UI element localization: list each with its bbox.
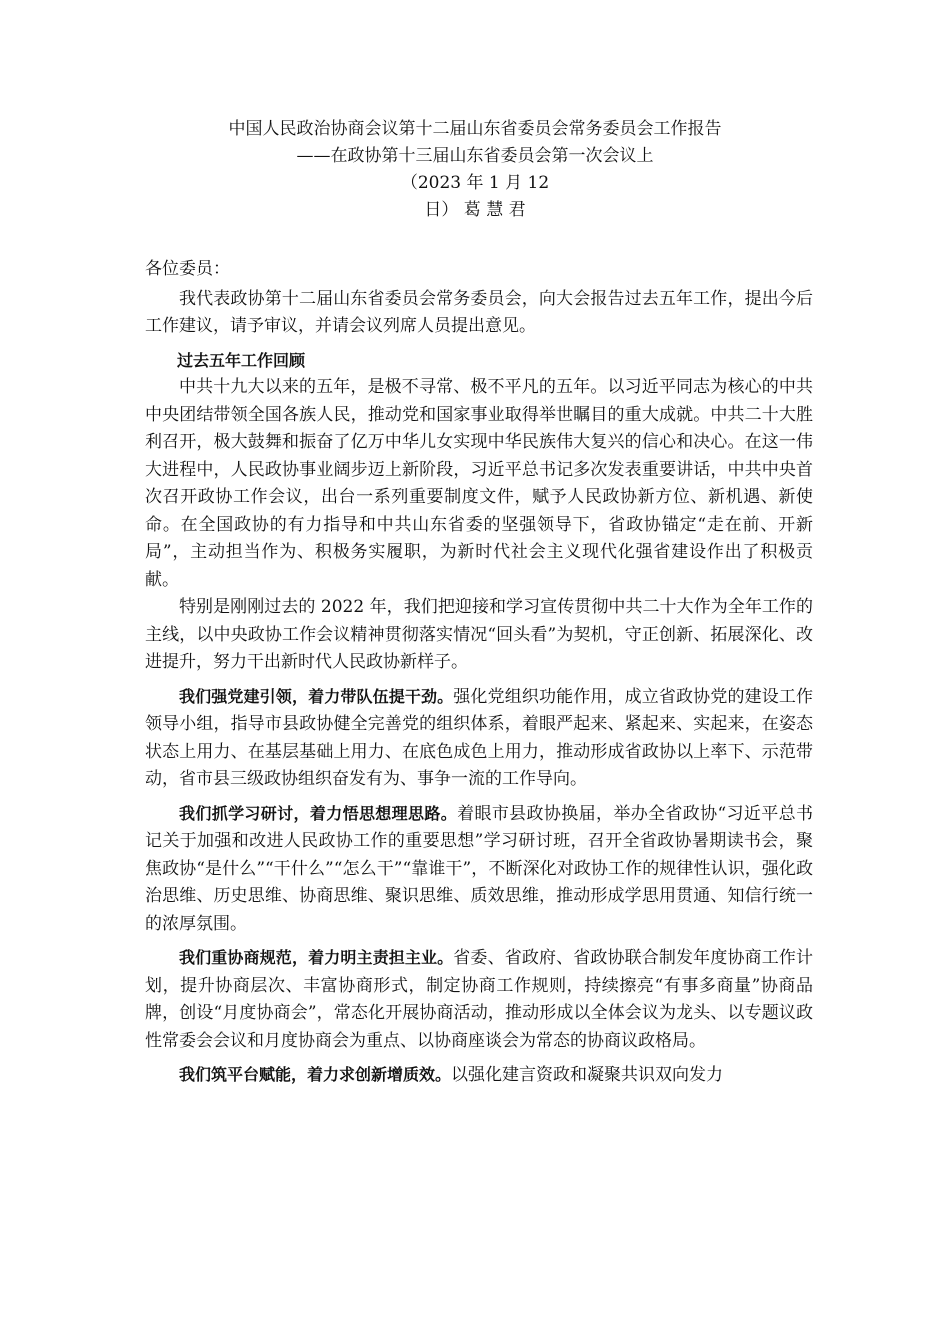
lead-paragraph-text: 强化党组织功能作用，成立省政协党的建设工作领导小组，指导市县政协健全完善党的组织体系，着眼严起来、紧起来、实起来，在姿态状态上用力、在基层基础上用力、在底色成色上用力，推动形成省政协以上率下、示范带动，省市县三级政协组织奋发有为、事争一流的工作导向。 (145, 686, 813, 789)
lead-paragraph-text: 着眼市县政协换届，举办全省政协“习近平总书记关于加强和改进人民政协工作的重要思想”学习研讨班，召开全省政协暑期读书会，聚焦政协“是什么”“干什么”“怎么干”“靠谁干”，不断深化对政协工作的规律性认识，强化政治思维、历史思维、协商思维、聚识思维、质效思维，推动形成学思用贯通、知信行统一的浓厚氛围。 (145, 803, 813, 934)
report-body (145, 256, 813, 1096)
lead-paragraph-platform (145, 1061, 813, 1090)
lead-sentence: 我们抓学习研讨，着力悟思想理思路。 (179, 803, 458, 823)
report-author: 日） 葛 慧 君 (424, 200, 526, 220)
intro-paragraph: 我代表政协第十二届山东省委员会常务委员会，向大会报告过去五年工作，提出今后工作建议，请予审议，并请会议列席人员提出意见。 (145, 288, 813, 336)
section-heading: 过去五年工作回顾 (177, 350, 306, 370)
lead-sentence: 我们筑平台赋能，着力求创新增质效。 (179, 1065, 452, 1084)
lead-paragraph-text: 省委、省政府、省政协联合制发年度协商工作计划，提升协商层次、丰富协商形式，制定协商工作规则，持续擦亮“有事多商量”协商品牌，创设“月度协商会”，常态化开展协商活动，推动形成以全体会议为龙头、以专题议政性常委会会议和月度协商会为重点、以协商座谈会为常态的协商议政格局。 (145, 948, 813, 1051)
lead-sentence: 我们强党建引领，着力带队伍提干劲。 (179, 686, 454, 706)
lead-paragraph-consultation (145, 944, 813, 1055)
report-title: 中国人民政治协商会议第十二届山东省委员会常务委员会工作报告 (228, 119, 722, 139)
body-paragraph-2: 特别是刚刚过去的 2022 年，我们把迎接和学习宣传贯彻中共二十大作为全年工作的主线，以中央政协工作会议精神贯彻落实情况“回头看”为契机，守正创新、拓展深化、改进提升，努力干出新时代人民政协新样子。 (145, 597, 813, 672)
body-paragraph-1: 中共十九大以来的五年，是极不寻常、极不平凡的五年。以习近平同志为核心的中共中央团结带领全国各族人民，推动党和国家事业取得举世瞩目的重大成就。中共二十大胜利召开，极大鼓舞和振奋了亿万中华儿女实现中华民族伟大复兴的信心和决心。在这一伟大进程中，人民政协事业阔步迈上新阶段，习近平总书记多次发表重要讲话，中共中央首次召开政协工作会议，出台一系列重要制度文件，赋予人民政协新方位、新机遇、新使命。在全国政协的有力指导和中共山东省委的坚强领导下，省政协锚定“走在前、开新局”，主动担当作为、积极务实履职，为新时代社会主义现代化强省建设作出了积极贡献。 (145, 377, 813, 590)
report-date: （2023 年 1 月 12 (400, 173, 550, 193)
lead-sentence: 我们重协商规范，着力明主责担主业。 (179, 948, 454, 967)
report-subtitle: ——在政协第十三届山东省委员会第一次会议上 (296, 146, 654, 166)
lead-paragraph-party-building (145, 683, 813, 794)
lead-paragraph-study (145, 800, 813, 939)
report-title-block (0, 116, 950, 224)
lead-paragraph-text: 以强化建言资政和凝聚共识双向发力 (451, 1065, 724, 1085)
salutation: 各位委员： (145, 259, 230, 279)
